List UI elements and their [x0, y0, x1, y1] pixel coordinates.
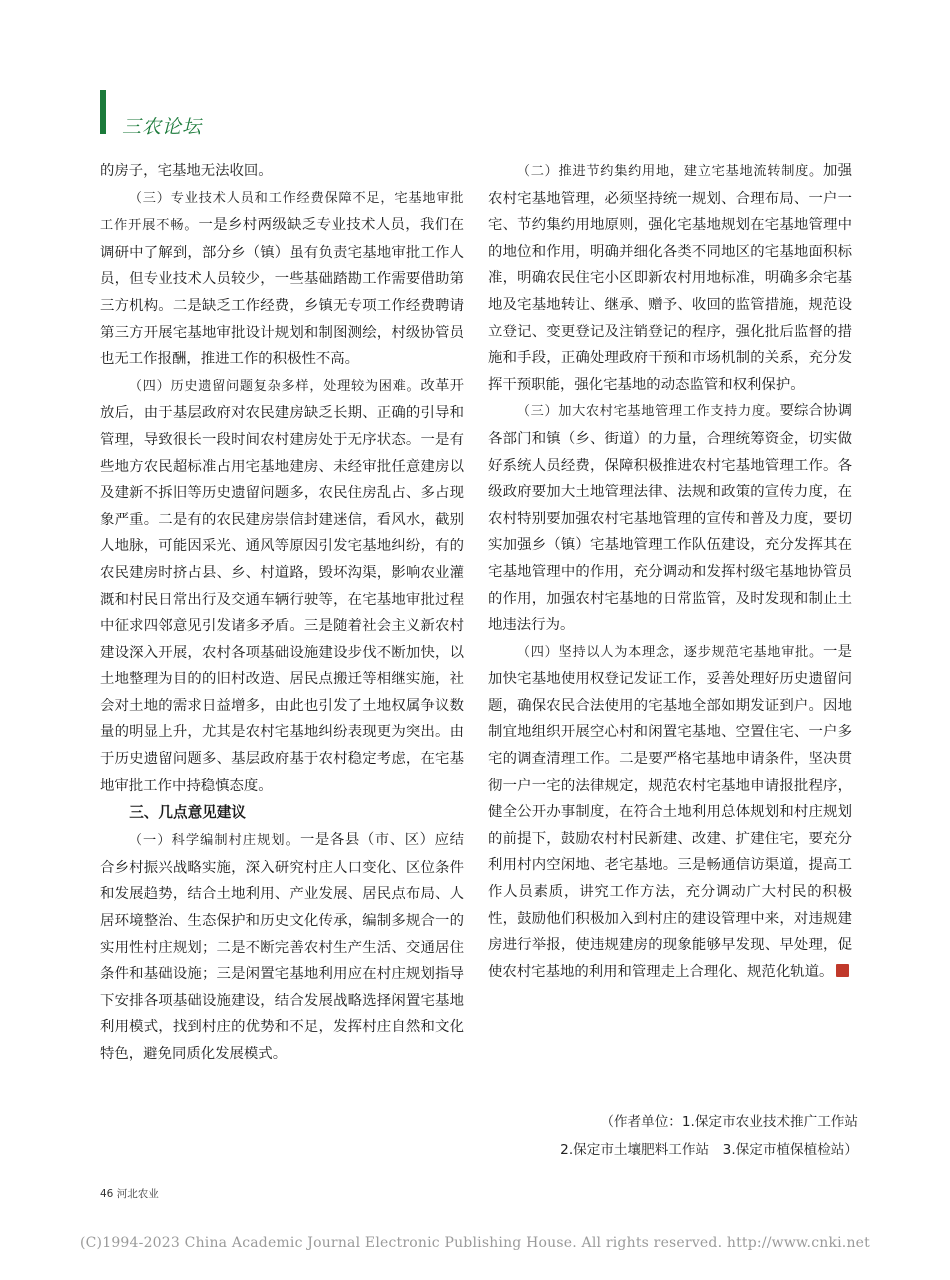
- journal-name: 河北农业: [116, 1188, 159, 1200]
- subheading: （二）推进节约集约用地，建立宅基地流转制度。: [516, 164, 823, 179]
- subheading: （三）专业技术人员和工作经费保障不足，宅基地审批工作开展不畅。: [100, 190, 464, 234]
- paragraph: [488, 398, 852, 638]
- header-accent-bar: [100, 90, 106, 134]
- paragraph-body: 一是乡村两级缺乏专业技术人员，我们在调研中了解到，部分乡（镇）虽有负责宅基地审批工作人员，但专业技术人员较少，一些基础踏勘工作需要借助第三方机构。二是缺乏工作经费，乡镇无专项工作经费聘请第三方开展宅基地审批设计规划和制图测绘，村级协管员也无工作报酬，推进工作的积极性不高。: [100, 217, 464, 368]
- author-affiliation: [560, 1108, 858, 1164]
- page-number: 46: [100, 1188, 114, 1200]
- paragraph: 的房子，宅基地无法收回。: [100, 163, 273, 179]
- paragraph: [488, 158, 852, 398]
- paragraph: [100, 185, 464, 373]
- subheading: （三）加大农村宅基地管理工作支持力度。: [516, 404, 780, 420]
- right-column: [488, 158, 852, 985]
- affiliation-line: （作者单位：1.保定市农业技术推广工作站: [600, 1114, 858, 1130]
- left-column: [100, 158, 464, 1068]
- page-footer: [100, 1186, 159, 1201]
- copyright-watermark: (C)1994-2023 China Academic Journal Electronic Publishing House. All rights reserved. http://www.cnki.net: [79, 1235, 870, 1251]
- subheading: （一）科学编制村庄规划。: [128, 833, 300, 849]
- paragraph-body: 一是各县（市、区）应结合乡村振兴战略实施，深入研究村庄人口变化、区位条件和发展趋势，结合土地利用、产业发展、居民点布局、人居环境整治、生态保护和历史文化传承，编制多规合一的实用性村庄规划；二是不断完善农村生产生活、交通居住条件和基础设施；三是闲置宅基地利用应在村庄规划指导下安排各项基础设施建设，结合发展战略选择闲置宅基地利用模式，找到村庄的优势和不足，发挥村庄自然和文化特色，避免同质化发展模式。: [100, 832, 464, 1062]
- paragraph-body: 改革开放后，由于基层政府对农民建房缺乏长期、正确的引导和管理，导致很长一段时间农村建房处于无序状态。一是有些地方农民超标准占用宅基地建房、未经审批任意建房以及建新不拆旧等历史遗留问题多，农民住房乱占、多占现象严重。二是有的农民建房崇信封建迷信，看风水，截别人地脉，可能因采光、通风等原因引发宅基地纠纷，有的农民建房时挤占县、乡、村道路，毁坏沟渠，影响农业灌溉和村民日常出行及交通车辆行驶等，在宅基地审批过程中征求四邻意见引发诸多矛盾。三是随着社会主义新农村建设深入开展，农村各项基础设施建设步伐不断加快，以土地整理为目的的旧村改造、居民点搬迁等相继实施，社会对土地的需求日益增多，由此也引发了土地权属争议数量的明显上升，尤其是农村宅基地纠纷表现更为突出。由于历史遗留问题多、基层政府基于农村稳定考虑，在宅基地审批工作中持稳慎态度。: [100, 377, 464, 794]
- affiliation-line: 2.保定市土壤肥料工作站 3.保定市植保植检站）: [560, 1142, 858, 1158]
- subheading: （四）历史遗留问题复杂多样，处理较为困难。: [128, 378, 421, 394]
- section-title: 三农论坛: [122, 116, 203, 138]
- paragraph: [100, 827, 464, 1067]
- paragraph-body: 一是加快宅基地使用权登记发证工作，妥善处理好历史遗留问题，确保农民合法使用的宅基地全部如期发证到户。因地制宜地组织开展空心村和闲置宅基地、空置住宅、一户多宅的调查清理工作。二是要严格宅基地申请条件，坚决贯彻一户一宅的法律规定，规范农村宅基地申请报批程序，健全公开办事制度，在符合土地利用总体规划和村庄规划的前提下，鼓励农村村民新建、改建、扩建住宅，要充分利用村内空闲地、老宅基地。三是畅通信访渠道，提高工作人员素质，讲究工作方法，充分调动广大村民的积极性，鼓励他们积极加入到村庄的建设管理中来，对违规建房进行举报，使违规建房的现象能够早发现、早处理，促使农村宅基地的利用和管理走上合理化、规范化轨道。: [488, 643, 852, 980]
- subheading: （四）坚持以人为本理念，逐步规范宅基地审批。: [516, 644, 823, 660]
- section-heading: 三、几点意见建议: [129, 804, 246, 822]
- paragraph-body: 要综合协调各部门和镇（乡、街道）的力量，合理统筹资金，切实做好系统人员经费，保障积极推进农村宅基地管理工作。各级政府要加大土地管理法律、法规和政策的宣传力度，在农村特别要加强农村宅基地管理的宣传和普及力度，要切实加强乡（镇）宅基地管理工作队伍建设，充分发挥其在宅基地管理中的作用，充分调动和发挥村级宅基地协管员的作用，加强农村宅基地的日常监管，及时发现和制止土地违法行为。: [488, 403, 852, 634]
- paragraph: [100, 373, 464, 800]
- paragraph-body: 加强农村宅基地管理，必须坚持统一规划、合理布局、一户一宅、节约集约用地原则，强化宅基地规划在宅基地管理中的地位和作用，明确并细化各类不同地区的宅基地面积标准，明确农民住宅小区即新农村用地标准，明确多余宅基地及宅基地转让、继承、赠予、收回的监管措施，规范设立登记、变更登记及注销登记的程序，强化批后监督的措施和手段，正确处理政府干预和市场机制的关系，充分发挥干预职能，强化宅基地的动态监管和权利保护。: [488, 163, 852, 393]
- article-end-icon: [836, 964, 849, 977]
- paragraph: [488, 639, 852, 986]
